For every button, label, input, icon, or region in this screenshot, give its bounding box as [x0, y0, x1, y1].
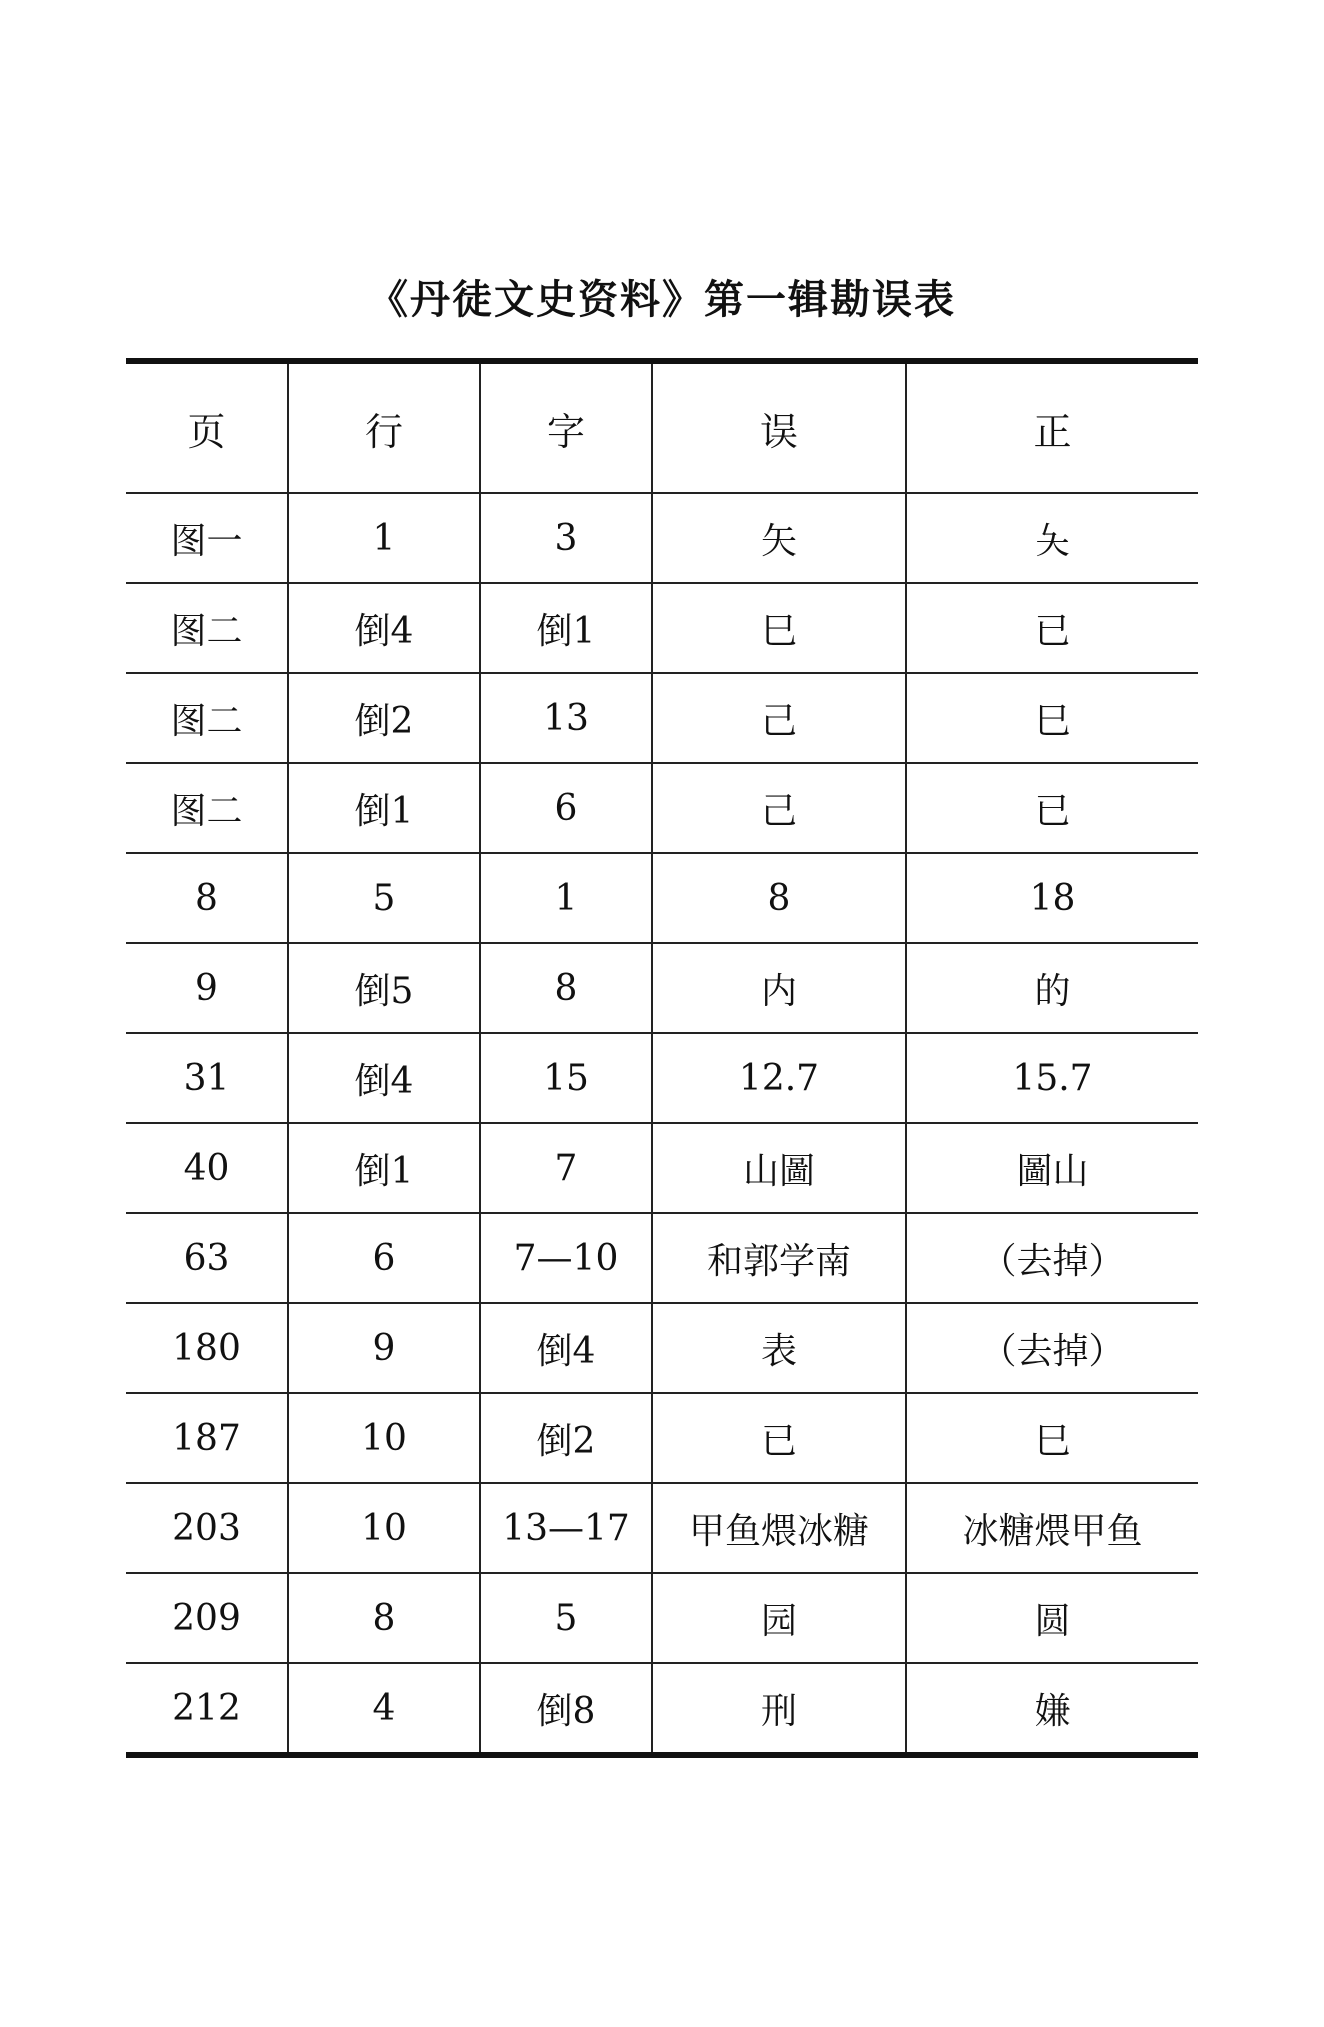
table-row: [126, 1303, 1198, 1393]
cell-correct: 已: [906, 583, 1198, 673]
header-wrong: 误: [652, 361, 906, 493]
cell-wrong: 内: [652, 943, 906, 1033]
cell-char: 13—17: [480, 1483, 652, 1573]
table-row: [126, 763, 1198, 853]
cell-char: 7: [480, 1123, 652, 1213]
header-char: 字: [480, 361, 652, 493]
cell-line: 9: [288, 1303, 480, 1393]
table-row: [126, 853, 1198, 943]
table-row: [126, 493, 1198, 583]
cell-char: 1: [480, 853, 652, 943]
cell-page: 40: [126, 1123, 288, 1213]
table-row: [126, 1033, 1198, 1123]
cell-correct: 15.7: [906, 1033, 1198, 1123]
table-row: [126, 673, 1198, 763]
cell-char: 8: [480, 943, 652, 1033]
cell-page: 203: [126, 1483, 288, 1573]
cell-line: 4: [288, 1663, 480, 1755]
cell-page: 图二: [126, 673, 288, 763]
table-row: [126, 1393, 1198, 1483]
table-row: [126, 583, 1198, 673]
cell-correct: （去掉）: [906, 1213, 1198, 1303]
cell-page: 187: [126, 1393, 288, 1483]
cell-wrong: 甲鱼煨冰糖: [652, 1483, 906, 1573]
table-header-row: [126, 361, 1198, 493]
cell-line: 倒4: [288, 1033, 480, 1123]
cell-line: 倒5: [288, 943, 480, 1033]
cell-line: 倒2: [288, 673, 480, 763]
page-title: 《丹徒文史资料》第一辑勘误表: [368, 277, 956, 323]
cell-wrong: 矢: [652, 493, 906, 583]
cell-line: 6: [288, 1213, 480, 1303]
cell-char: 15: [480, 1033, 652, 1123]
cell-char: 5: [480, 1573, 652, 1663]
cell-line: 8: [288, 1573, 480, 1663]
cell-char: 倒2: [480, 1393, 652, 1483]
header-line: 行: [288, 361, 480, 493]
cell-page: 212: [172, 1687, 241, 1729]
cell-wrong: 8: [652, 853, 906, 943]
cell-correct: 已: [906, 763, 1198, 853]
cell-wrong: 园: [652, 1573, 906, 1663]
table-row: [126, 1573, 1198, 1663]
cell-page: 8: [126, 853, 288, 943]
cell-page: 图二: [126, 583, 288, 673]
cell-correct: 夨: [906, 493, 1198, 583]
cell-wrong: 和郭学南: [652, 1213, 906, 1303]
cell-char: 3: [480, 493, 652, 583]
cell-line: 1: [288, 493, 480, 583]
cell-char: 倒8: [480, 1663, 652, 1755]
cell-char: 7—10: [480, 1213, 652, 1303]
cell-page: 31: [126, 1033, 288, 1123]
cell-wrong: 12.7: [652, 1033, 906, 1123]
cell-correct: 巳: [906, 673, 1198, 763]
cell-wrong: 巳: [652, 583, 906, 673]
cell-page: 180: [126, 1303, 288, 1393]
table-row: [126, 1123, 1198, 1213]
cell-page: 209: [126, 1573, 288, 1663]
header-correct: 正: [906, 361, 1198, 493]
cell-page: 图二: [126, 763, 288, 853]
cell-char: 倒1: [480, 583, 652, 673]
table-row: [126, 943, 1198, 1033]
table-row: [126, 1483, 1198, 1573]
cell-line: 倒1: [288, 763, 480, 853]
table-row: [126, 1213, 1198, 1303]
cell-line: 倒4: [288, 583, 480, 673]
table-row: [126, 1663, 1198, 1755]
cell-correct: 的: [906, 943, 1198, 1033]
cell-line: 5: [288, 853, 480, 943]
cell-line: 10: [288, 1393, 480, 1483]
cell-page: 图一: [126, 493, 288, 583]
cell-wrong: 己: [652, 763, 906, 853]
cell-line: 10: [288, 1483, 480, 1573]
cell-page: 63: [126, 1213, 288, 1303]
cell-wrong: 已: [652, 1393, 906, 1483]
cell-correct: 18: [906, 853, 1198, 943]
cell-char: 倒4: [480, 1303, 652, 1393]
cell-correct: 圆: [906, 1573, 1198, 1663]
errata-table: [126, 358, 1198, 1758]
cell-wrong: 山圖: [652, 1123, 906, 1213]
cell-char: 6: [480, 763, 652, 853]
cell-char: 13: [480, 673, 652, 763]
cell-correct: 圖山: [906, 1123, 1198, 1213]
header-page: 页: [126, 361, 288, 493]
cell-correct: 冰糖煨甲鱼: [906, 1483, 1198, 1573]
cell-correct: 巳: [906, 1393, 1198, 1483]
cell-wrong: 刑: [652, 1663, 906, 1755]
cell-wrong: 己: [652, 673, 906, 763]
cell-correct: （去掉）: [906, 1303, 1198, 1393]
cell-correct: 嫌: [906, 1663, 1198, 1755]
cell-wrong: 表: [652, 1303, 906, 1393]
cell-page: 9: [126, 943, 288, 1033]
cell-line: 倒1: [288, 1123, 480, 1213]
